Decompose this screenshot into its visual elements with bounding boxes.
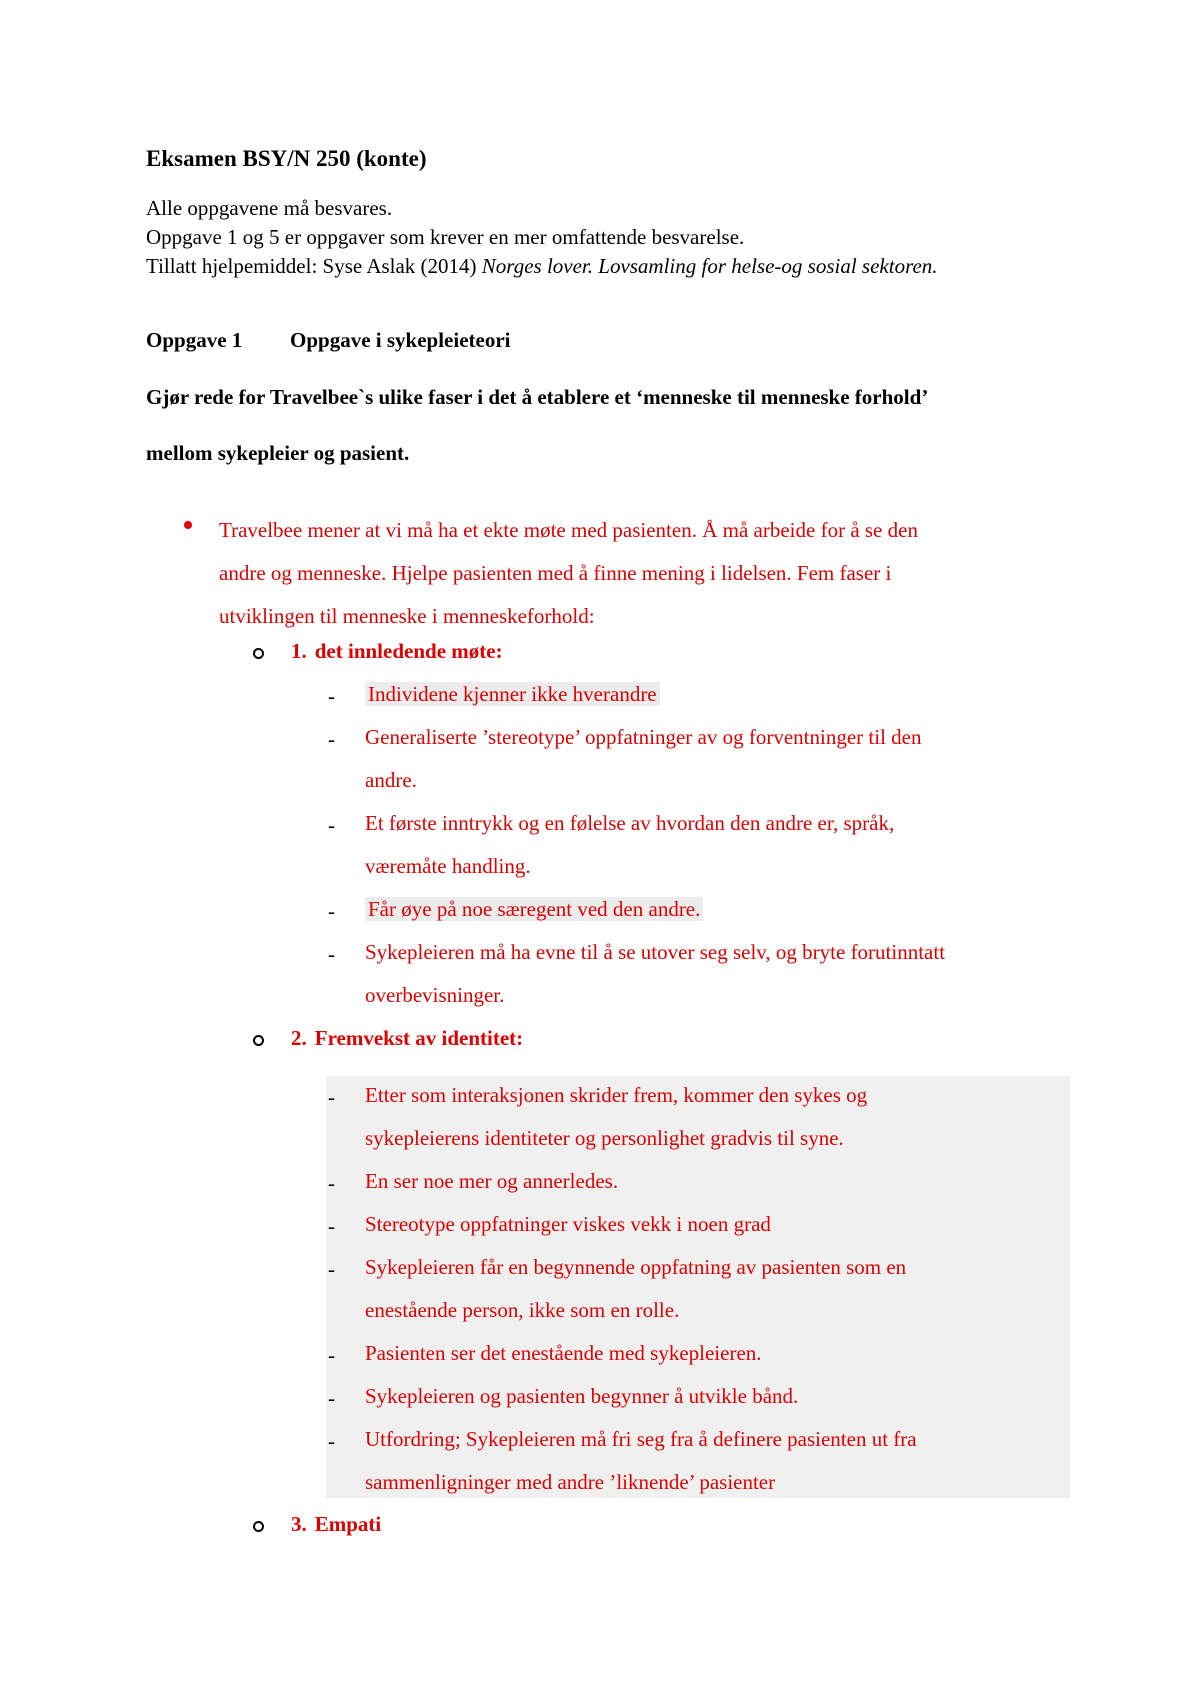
list-item: Etter som interaksjonen skrider frem, kommer den sykes og sykepleierens identiteter og personlighet gradvis til syne. (365, 1083, 868, 1150)
answer-bullet-line: utviklingen til menneske i menneskeforhold: (219, 604, 595, 628)
list-item: Et første inntrykk og en følelse av hvordan den andre er, språk, væremåte handling. (365, 811, 895, 878)
answer-bullet-line: Travelbee mener at vi må ha et ekte møte med pasienten. Å må arbeide for å se den (219, 518, 918, 542)
dash-bullet: - (328, 1343, 335, 1367)
phase-heading-3 (291, 1512, 381, 1537)
list-item: Sykepleieren får en begynnende oppfatning av pasienten som en enestående person, ikke som en rolle. (365, 1255, 907, 1322)
dash-bullet: - (328, 1429, 335, 1453)
dash-bullet: - (328, 899, 335, 923)
dash-bullet: - (328, 1214, 335, 1238)
list-item: Sykepleieren og pasienten begynner å utvikle bånd. (365, 1384, 799, 1408)
phase-heading-1 (291, 639, 503, 664)
list-item: Utfordring; Sykepleieren må fri seg fra å definere pasienten ut fra sammenligninger med andre ’liknende’ pasienter (365, 1427, 917, 1494)
list-item: Får øye på noe særegent ved den andre. (365, 888, 703, 931)
phase-number: 1. (291, 639, 307, 663)
task-name: Oppgave i sykepleieteori (290, 328, 511, 352)
intro-line-3-book-title: Norges lover. Lovsamling for helse-og sosial sektoren. (481, 254, 938, 278)
task-heading (146, 328, 510, 353)
answer-bullet-line: andre og menneske. Hjelpe pasienten med å finne mening i lidelsen. Fem faser i (219, 561, 892, 585)
list-item: Stereotype oppfatninger viskes vekk i noen grad (365, 1212, 771, 1236)
list-item: Generaliserte ’stereotype’ oppfatninger av og forventninger til den andre. (365, 725, 922, 792)
list-item: Pasienten ser det enestående med sykepleieren. (365, 1341, 762, 1365)
question-line-1: Gjør rede for Travelbee`s ulike faser i det å etablere et ‘menneske til menneske forhold’ (146, 385, 929, 409)
list-item: Individene kjenner ikke hverandre (365, 673, 660, 716)
dash-bullet: - (328, 942, 335, 966)
phase-heading-2 (291, 1026, 523, 1051)
circle-bullet-icon (253, 648, 264, 659)
phase-number: 3. (291, 1512, 307, 1536)
circle-bullet-icon (253, 1035, 264, 1046)
question-line-2: mellom sykepleier og pasient. (146, 441, 410, 465)
task-number: Oppgave 1 (146, 328, 243, 352)
phase-label: Fremvekst av identitet: (314, 1026, 524, 1050)
bullet-dot-icon (184, 521, 192, 529)
list-item: En ser noe mer og annerledes. (365, 1169, 619, 1193)
phase-number: 2. (291, 1026, 307, 1050)
list-item: Sykepleieren må ha evne til å se utover seg selv, og bryte forutinntatt overbevisninger. (365, 940, 946, 1007)
intro-block (146, 194, 938, 281)
intro-line-3 (146, 252, 938, 281)
dash-bullet: - (328, 1257, 335, 1281)
dash-bullet: - (328, 813, 335, 837)
phase-label: Empati (314, 1512, 382, 1536)
dash-bullet: - (328, 684, 335, 708)
intro-line-1: Alle oppgavene må besvares. (146, 196, 393, 220)
intro-line-3-prefix: Tillatt hjelpemiddel: Syse Aslak (2014) (146, 254, 482, 278)
document-title: Eksamen BSY/N 250 (konte) (146, 146, 427, 171)
dash-bullet: - (328, 1085, 335, 1109)
intro-line-2: Oppgave 1 og 5 er oppgaver som krever en mer omfattende besvarelse. (146, 225, 745, 249)
answer-bullet-text (219, 509, 918, 638)
circle-bullet-icon (253, 1521, 264, 1532)
phase-label: det innledende møte: (314, 639, 503, 663)
dash-bullet: - (328, 1171, 335, 1195)
dash-bullet: - (328, 727, 335, 751)
dash-bullet: - (328, 1386, 335, 1410)
